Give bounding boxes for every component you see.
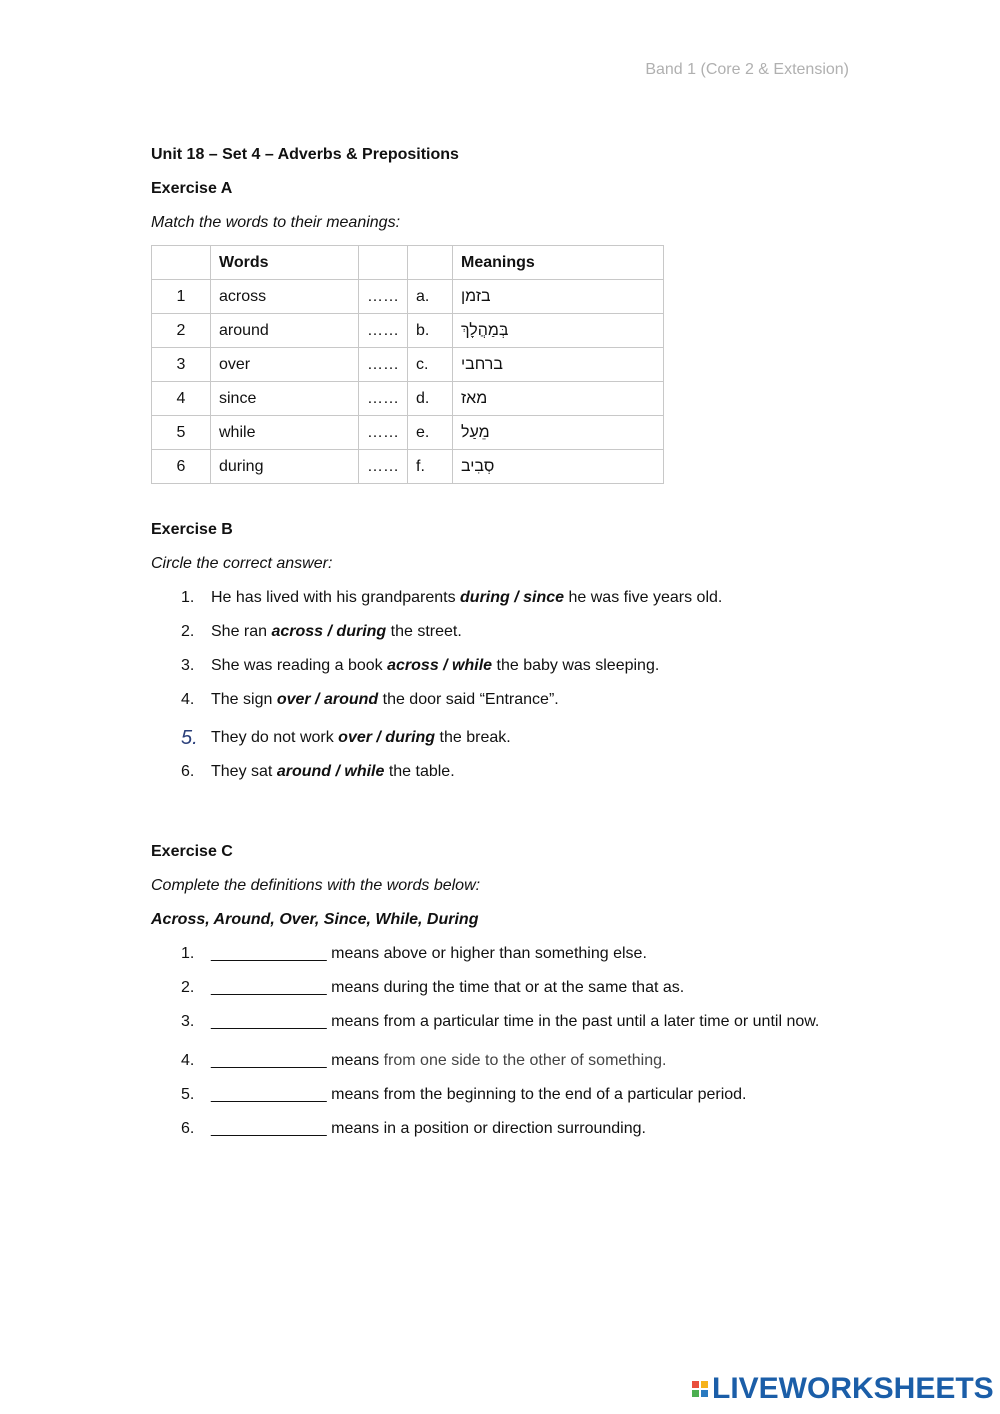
item-number: 5. (181, 727, 198, 749)
item-text (211, 688, 851, 712)
item-number: 2. (181, 623, 195, 640)
text-before: He has lived with his grandparents (211, 589, 461, 606)
answer-blank[interactable]: _____________ (211, 945, 327, 962)
table-row (152, 314, 664, 348)
table-row (152, 382, 664, 416)
text-before: They sat (211, 763, 277, 780)
row-letter: f. (408, 450, 453, 484)
text-before: They do not work (211, 729, 339, 746)
item-number: 2. (181, 979, 195, 996)
item-text (211, 654, 851, 678)
logo-square (692, 1390, 699, 1397)
list-item (151, 1049, 851, 1073)
answer-choice[interactable]: across / while (387, 657, 493, 674)
worksheet-content (151, 143, 851, 1151)
row-letter: a. (408, 280, 453, 314)
item-number: 6. (181, 1120, 195, 1137)
list-item (151, 1117, 851, 1141)
answer-choice[interactable]: over / during (338, 729, 436, 746)
item-number: 6. (181, 763, 195, 780)
definition-text: means in a position or direction surrounding. (326, 1120, 646, 1137)
row-meaning (453, 450, 664, 484)
definition-text-grey: from one side to the other of something. (383, 1052, 667, 1069)
item-number: 4. (181, 1052, 195, 1069)
row-word: during (211, 450, 359, 484)
exercise-c-list (151, 942, 851, 1141)
item-text (211, 726, 851, 750)
logo-text: LIVEWORKSHEETS (712, 1372, 994, 1405)
exercise-c-heading: Exercise C (151, 843, 233, 860)
row-word: since (211, 382, 359, 416)
row-word: around (211, 314, 359, 348)
item-text (211, 942, 851, 966)
meaning-text: מאז (461, 389, 488, 407)
list-item (151, 586, 851, 610)
meaning-text: סְבִיב (461, 457, 495, 475)
table-header-row (152, 246, 664, 280)
answer-blank[interactable]: _____________ (211, 1013, 327, 1030)
text-after: the door said “Entrance”. (378, 691, 559, 708)
row-word: while (211, 416, 359, 450)
row-meaning (453, 314, 664, 348)
text-before: She ran (211, 623, 272, 640)
text-after: the break. (435, 729, 511, 746)
item-number: 4. (181, 691, 195, 708)
item-text (211, 1005, 851, 1039)
row-number: 5 (152, 416, 211, 450)
answer-blank[interactable]: _____________ (211, 979, 327, 996)
item-number: 1. (181, 945, 195, 962)
table-row (152, 416, 664, 450)
item-number: 5. (181, 1086, 195, 1103)
exercise-b-list (151, 586, 851, 784)
header-num-cell (152, 246, 211, 280)
row-number: 1 (152, 280, 211, 314)
definition-text: means above or higher than something else. (326, 945, 647, 962)
text-after: he was five years old. (564, 589, 723, 606)
header-words: Words (211, 246, 359, 280)
item-text (211, 1083, 851, 1107)
item-number: 1. (181, 589, 195, 606)
list-item (151, 654, 851, 678)
row-number: 2 (152, 314, 211, 348)
item-text (211, 620, 851, 644)
list-item (151, 942, 851, 966)
exercise-c-instruction: Complete the definitions with the words below: (151, 877, 481, 894)
row-letter: d. (408, 382, 453, 416)
list-item (151, 976, 851, 1000)
logo-mark-icon (692, 1381, 708, 1397)
definition-text: means from the beginning to the end of a particular period. (326, 1086, 747, 1103)
row-word: across (211, 280, 359, 314)
header-dots-cell (359, 246, 408, 280)
answer-choice[interactable]: across / during (271, 623, 387, 640)
text-after: the table. (384, 763, 455, 780)
logo-square (701, 1390, 708, 1397)
row-word: over (211, 348, 359, 382)
meaning-text: ברחבי (461, 355, 503, 373)
item-text (211, 586, 851, 610)
answer-blank[interactable]: …… (359, 416, 408, 450)
item-number: 3. (181, 657, 195, 674)
item-text (211, 1117, 851, 1141)
meaning-text: בְּמַהֲלָךְ (461, 321, 509, 339)
definition-text: means during the time that or at the same that as. (326, 979, 685, 996)
page-title: Unit 18 – Set 4 – Adverbs & Prepositions (151, 146, 459, 163)
row-meaning (453, 348, 664, 382)
answer-choice[interactable]: around / while (276, 763, 385, 780)
answer-blank[interactable]: …… (359, 280, 408, 314)
answer-blank[interactable]: …… (359, 314, 408, 348)
text-after: the baby was sleeping. (492, 657, 660, 674)
row-meaning (453, 280, 664, 314)
text-after: the street. (386, 623, 462, 640)
row-number: 3 (152, 348, 211, 382)
item-text (211, 760, 851, 784)
logo-square (701, 1381, 708, 1388)
table-row (152, 348, 664, 382)
exercise-a-heading: Exercise A (151, 180, 233, 197)
answer-choice[interactable]: over / around (276, 691, 379, 708)
header-meanings: Meanings (453, 246, 664, 280)
table-row (152, 280, 664, 314)
matching-table (151, 245, 664, 484)
list-item (151, 760, 851, 784)
answer-blank[interactable]: …… (359, 348, 408, 382)
meaning-text: בזמן (461, 287, 491, 305)
word-bank: Across, Around, Over, Since, While, During (151, 911, 479, 928)
definition-text: means from a particular time in the past until a later time or until now. (326, 1013, 820, 1030)
exercise-a-instruction: Match the words to their meanings: (151, 214, 401, 231)
spacer (151, 484, 851, 518)
list-item (151, 726, 851, 750)
list-item (151, 1010, 851, 1039)
row-letter: c. (408, 348, 453, 382)
item-text (211, 1049, 851, 1073)
header-letter-cell (408, 246, 453, 280)
row-number: 6 (152, 450, 211, 484)
spacer (151, 794, 851, 840)
exercise-b-instruction: Circle the correct answer: (151, 555, 333, 572)
text-before: The sign (211, 691, 277, 708)
table-row (152, 450, 664, 484)
row-letter: b. (408, 314, 453, 348)
answer-blank[interactable]: _____________ (211, 1120, 327, 1137)
row-meaning (453, 416, 664, 450)
row-letter: e. (408, 416, 453, 450)
definition-text: means (326, 1052, 384, 1069)
row-meaning (453, 382, 664, 416)
list-item (151, 620, 851, 644)
row-number: 4 (152, 382, 211, 416)
logo-square (692, 1381, 699, 1388)
header-note: Band 1 (Core 2 & Extension) (645, 61, 849, 78)
liveworksheets-logo[interactable] (692, 1372, 994, 1406)
answer-blank[interactable]: …… (359, 450, 408, 484)
answer-blank[interactable]: …… (359, 382, 408, 416)
answer-blank[interactable]: _____________ (211, 1052, 327, 1069)
item-text (211, 976, 851, 1000)
item-number: 3. (181, 1013, 195, 1030)
list-item (151, 1083, 851, 1107)
answer-choice[interactable]: during / since (460, 589, 565, 606)
list-item (151, 688, 851, 712)
answer-blank[interactable]: _____________ (211, 1086, 327, 1103)
exercise-b-heading: Exercise B (151, 521, 233, 538)
text-before: She was reading a book (211, 657, 388, 674)
meaning-text: מֵעַל (461, 423, 490, 441)
